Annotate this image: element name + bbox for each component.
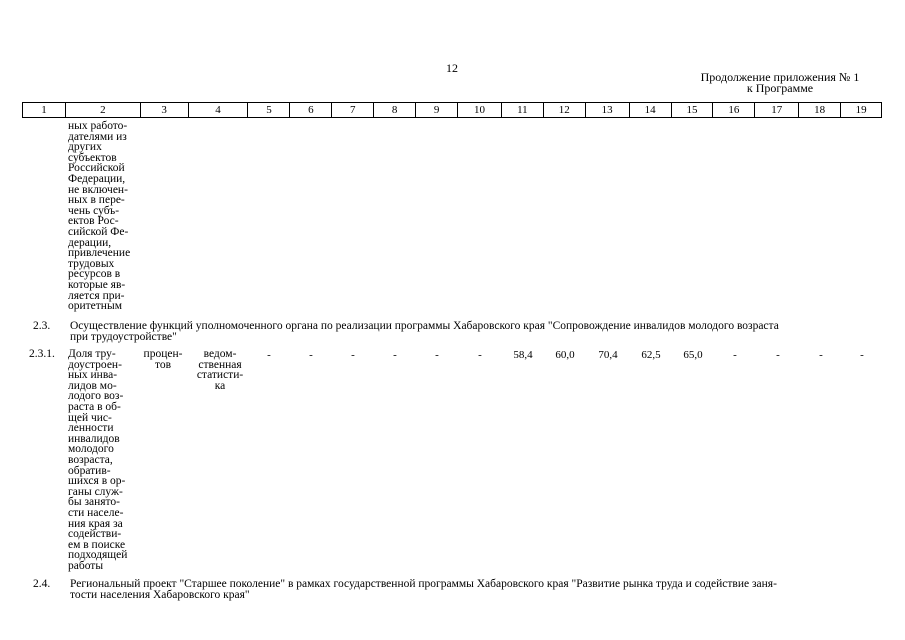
row-2-3-1-indicator-line: ленности (68, 422, 114, 435)
block1-text-line: сийской Фе- (68, 225, 129, 238)
row-2-3-1-indicator-line: лодого воз- (68, 390, 124, 403)
header-col-18: 18 (799, 103, 841, 117)
page-number: 12 (446, 61, 458, 75)
row-2-3-1-indicator-line: лидов мо- (68, 379, 117, 392)
row-2-3-1-indicator-line: ния края за (68, 517, 123, 530)
header-col-10: 10 (458, 103, 502, 117)
section-2-4-title (70, 579, 885, 600)
value-col-10: - (478, 349, 482, 361)
block1-text-line: Российской (68, 162, 125, 175)
continuation-note (660, 72, 900, 94)
row-2-3-1-source-line: ведом- (203, 348, 237, 360)
section-2-3-line-1: Осуществление функций уполномоченного органа по реализации программы Хабаровского края "Сопровождение инвалидов молодого возраста (70, 320, 779, 332)
row-2-3-1-indicator-line: щей чис- (68, 411, 112, 424)
row-2-3-1-indicator-line: ных инва- (68, 369, 118, 382)
value-col-5: - (267, 349, 271, 361)
block1-text-line: ресурсов в (68, 268, 121, 281)
header-col-8: 8 (374, 103, 416, 117)
header-col-17: 17 (755, 103, 799, 117)
section-2-3-line-2: при трудоустройстве" (70, 330, 177, 343)
header-col-6: 6 (290, 103, 332, 117)
row-2-3-1-indicator (68, 349, 148, 571)
value-col-8: - (393, 349, 397, 361)
section-2-4-number: 2.4. (33, 578, 51, 590)
row-2-3-1-indicator-line: раста в об- (68, 400, 121, 413)
block1-text-line: трудовых (68, 257, 115, 270)
header-col-1: 1 (23, 103, 66, 117)
row-2-3-1-indicator-line: ем в поиске (68, 538, 126, 551)
row-2-3-1-indicator-line: Доля тру- (68, 348, 116, 360)
row-2-3-1-source (192, 349, 248, 391)
header-col-11: 11 (502, 103, 544, 117)
value-col-9: - (435, 349, 439, 361)
value-col-18: - (819, 349, 823, 361)
section-2-3-number: 2.3. (33, 320, 51, 332)
header-col-16: 16 (713, 103, 755, 117)
value-col-15: 65,0 (683, 349, 703, 361)
row-2-3-1-indicator-line: инвалидов (68, 432, 120, 445)
header-col-2: 2 (66, 103, 141, 117)
header-col-12: 12 (544, 103, 586, 117)
value-col-19: - (860, 349, 864, 361)
row-2-3-1-source-line: ственная (198, 358, 242, 371)
header-col-9: 9 (416, 103, 458, 117)
value-col-17: - (776, 349, 780, 361)
block1-text-line: ных работо- (68, 120, 128, 132)
continuation-line-1: Продолжение приложения № 1 (700, 70, 860, 84)
value-col-12: 60,0 (555, 349, 575, 361)
row-2-3-1-unit-line: процен- (143, 348, 183, 360)
header-col-19: 19 (855, 104, 867, 116)
row-2-3-1-indicator-line: подходящей (68, 549, 128, 562)
section-2-3-title (70, 321, 885, 342)
row-2-3-1-indicator-line: возраста, (68, 453, 113, 466)
block1-text-line: оритетным (68, 300, 122, 313)
header-col-3: 3 (141, 103, 189, 117)
row-2-3-1-indicator-line: бы занято- (68, 496, 120, 509)
block1-text-line: ных в пере- (68, 194, 125, 207)
value-col-11: 58,4 (513, 349, 533, 361)
section-2-4-line-1: Региональный проект "Старшее поколение" в рамках государственной программы Хабаровского края "Развитие рынка труда и содействие заня- (70, 578, 777, 590)
block1-text-line: ектов Рос- (68, 215, 119, 228)
row-2-3-1-indicator-line: ганы служ- (68, 485, 123, 498)
row-2-3-1-number: 2.3.1. (29, 348, 55, 360)
block1-text-line: других (68, 141, 102, 154)
block1-text-line: Федерации, (68, 172, 126, 185)
value-col-13: 70,4 (598, 349, 618, 361)
block1-text-line: не включен- (68, 183, 128, 196)
row-2-3-1-indicator-line: содействи- (68, 528, 122, 541)
row-2-3-1-unit (140, 349, 186, 370)
block1-text (68, 121, 148, 312)
block1-text-line: которые яв- (68, 278, 126, 291)
header-col-13: 13 (586, 103, 630, 117)
header-col-7: 7 (332, 103, 374, 117)
row-2-3-1-unit-line: тов (154, 358, 172, 371)
section-2-4-line-2: тости населения Хабаровского края" (70, 588, 250, 601)
value-col-7: - (351, 349, 355, 361)
continuation-line-2: к Программе (746, 81, 814, 95)
block1-text-line: чень субъ- (68, 204, 120, 217)
row-2-3-1-indicator-line: молодого (68, 443, 114, 456)
row-2-3-1-indicator-line: доустроен- (68, 358, 122, 371)
row-2-3-1-indicator-line: работы (68, 559, 104, 572)
block1-text-line: привлечение (68, 247, 131, 260)
table-header-row (22, 102, 882, 118)
row-2-3-1-indicator-line: шихся в ор- (68, 475, 126, 488)
block1-text-line: ляется при- (68, 289, 125, 302)
header-col-14: 14 (630, 103, 672, 117)
header-col-15: 15 (672, 103, 714, 117)
row-2-3-1-indicator-line: сти населе- (68, 506, 124, 519)
block1-text-line: дерации, (68, 236, 112, 249)
value-col-16: - (733, 349, 737, 361)
header-col-4: 4 (189, 103, 249, 117)
header-col-5: 5 (248, 103, 290, 117)
value-col-6: - (309, 349, 313, 361)
block1-text-line: субъектов (68, 151, 117, 164)
value-col-14: 62,5 (641, 349, 661, 361)
row-2-3-1-indicator-line: обратив- (68, 464, 111, 477)
row-2-3-1-source-line: статисти- (196, 369, 244, 382)
row-2-3-1-source-line: ка (214, 379, 226, 392)
block1-text-line: дателями из (68, 130, 127, 143)
